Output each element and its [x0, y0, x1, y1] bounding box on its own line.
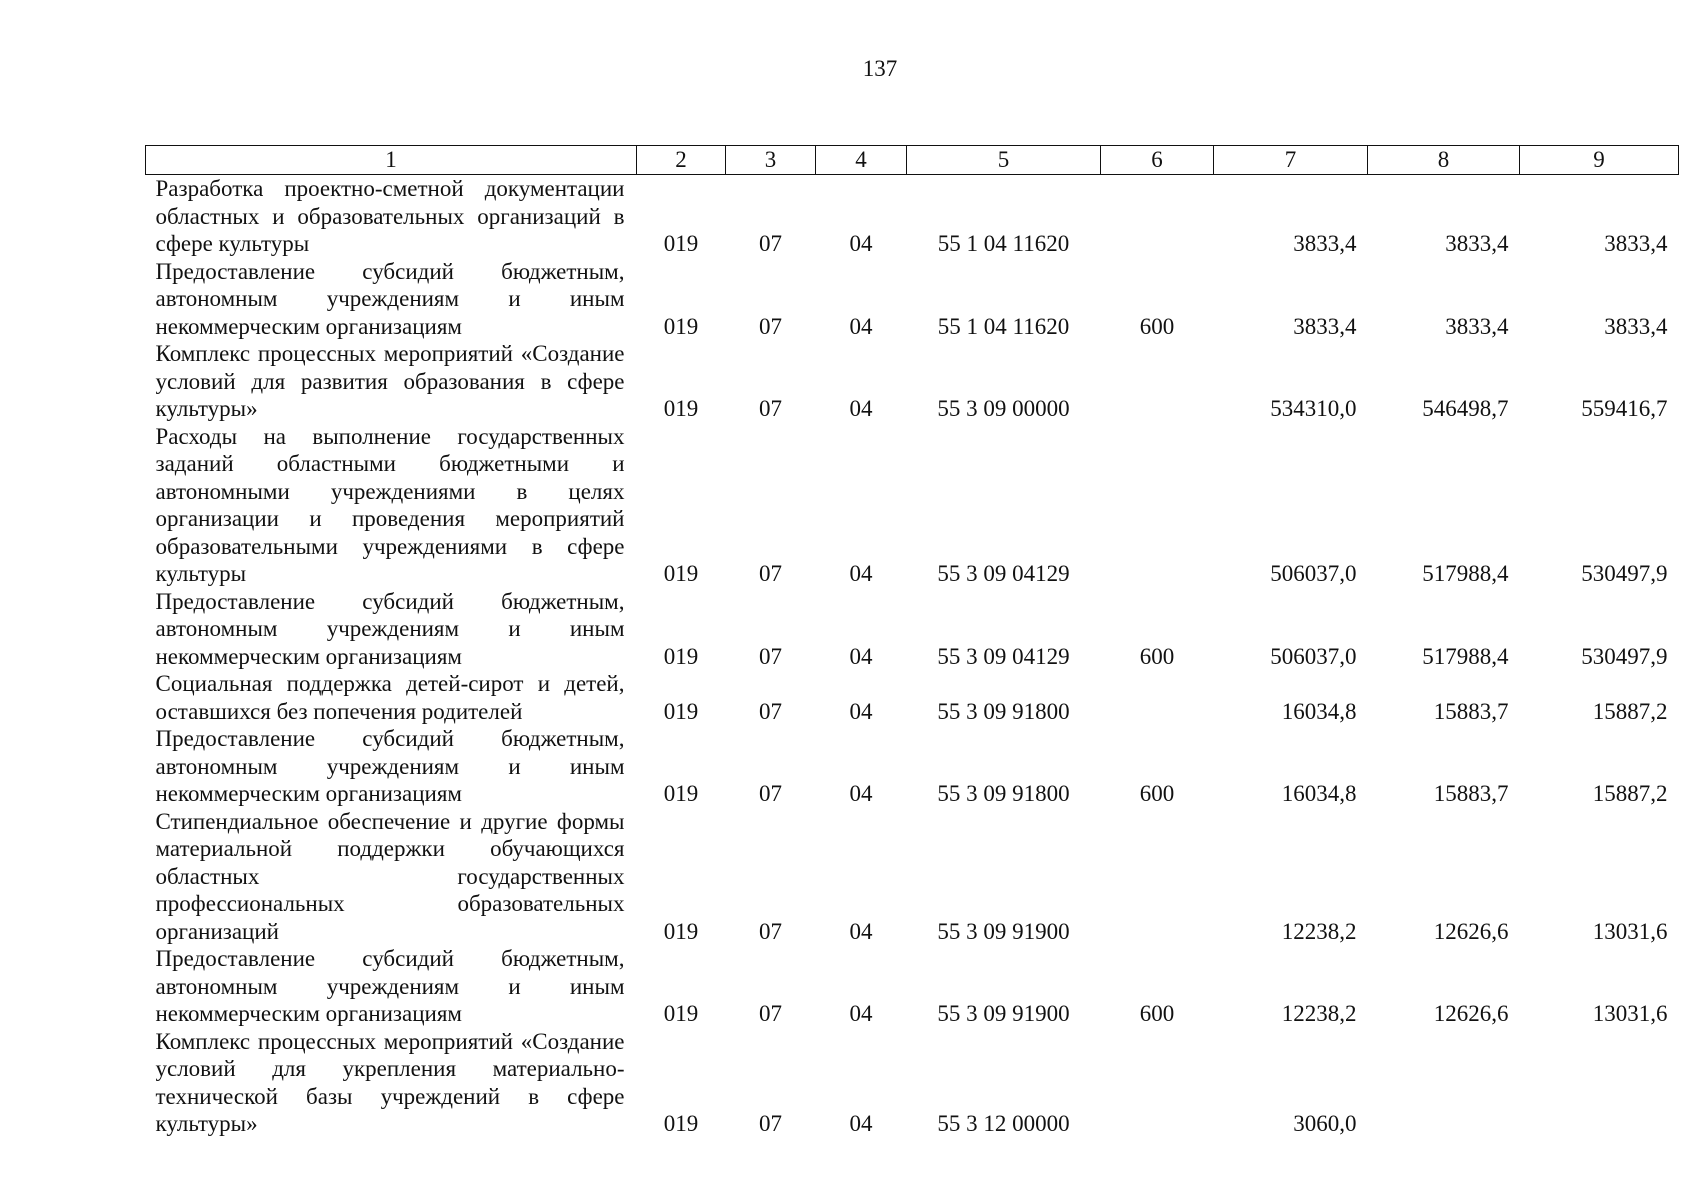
column-header: 2	[637, 146, 726, 175]
cell-amount-col7: 12238,2	[1281, 918, 1357, 944]
cell-expense-type: 600	[1139, 781, 1175, 806]
cell-amount-col8: 546498,7	[1422, 396, 1509, 421]
cell-ministry-code: 019	[663, 643, 699, 669]
cell-section-code: 07	[759, 396, 782, 421]
column-header: 5	[907, 146, 1101, 175]
cell-amount-col8: 517988,4	[1422, 643, 1509, 669]
cell-ministry-code: 019	[663, 313, 699, 339]
cell-target-article: 55 3 09 91800	[937, 781, 1070, 806]
cell-amount-col9	[1520, 1028, 1679, 1138]
page-number: 137	[862, 56, 898, 81]
cell-amount-col9: 13031,6	[1592, 1001, 1668, 1026]
cell-amount-col8	[1368, 1028, 1520, 1138]
table-row	[146, 1028, 1679, 1138]
cell-expense-type	[1101, 670, 1214, 725]
cell-ministry-code: 019	[663, 781, 699, 806]
cell-target-article: 55 3 09 00000	[937, 396, 1070, 421]
cell-section-code: 07	[759, 1111, 782, 1136]
cell-subsection-code: 04	[849, 231, 873, 256]
cell-section-code: 07	[759, 698, 782, 724]
column-header: 6	[1101, 146, 1214, 175]
cell-amount-col9: 3833,4	[1604, 313, 1668, 339]
table-row	[146, 808, 1679, 946]
cell-ministry-code: 019	[663, 1001, 699, 1026]
cell-section-code: 07	[759, 313, 782, 339]
table-row	[146, 258, 1679, 341]
row-name: Разработка проектно-сметной документации областных и образовательных организаций в сфере культуры	[155, 176, 625, 256]
cell-amount-col7: 534310,0	[1270, 396, 1357, 421]
budget-table	[145, 145, 1679, 1138]
column-header: 3	[726, 146, 816, 175]
cell-amount-col7: 16034,8	[1281, 781, 1357, 806]
cell-expense-type	[1101, 340, 1214, 423]
cell-amount-col9: 3833,4	[1604, 231, 1668, 256]
cell-subsection-code: 04	[849, 698, 873, 724]
cell-amount-col9: 530497,9	[1581, 561, 1668, 586]
table-row	[146, 423, 1679, 588]
cell-subsection-code: 04	[849, 1001, 873, 1026]
row-name: Предоставление субсидий бюджетным, автономным учреждениям и иным некоммерческим организациям	[155, 946, 625, 1026]
table-row	[146, 945, 1679, 1028]
cell-expense-type	[1101, 1028, 1214, 1138]
cell-ministry-code: 019	[663, 396, 699, 421]
table-row	[146, 670, 1679, 725]
row-name: Предоставление субсидий бюджетным, автономным учреждениям и иным некоммерческим организациям	[155, 726, 625, 806]
cell-subsection-code: 04	[849, 561, 873, 586]
cell-amount-col8: 15883,7	[1433, 698, 1509, 724]
column-header: 9	[1520, 146, 1679, 175]
cell-amount-col9: 530497,9	[1581, 643, 1668, 669]
cell-section-code: 07	[759, 918, 782, 944]
cell-subsection-code: 04	[849, 643, 873, 669]
cell-subsection-code: 04	[849, 918, 873, 944]
row-name: Комплекс процессных мероприятий «Создание условий для развития образования в сфере культуры»	[155, 341, 625, 421]
cell-expense-type	[1101, 423, 1214, 588]
row-name: Комплекс процессных мероприятий «Создание условий для укрепления материально-технической базы учреждений в сфере культуры»	[155, 1028, 625, 1136]
cell-amount-col7: 3060,0	[1293, 1111, 1357, 1136]
column-header: 8	[1368, 146, 1520, 175]
cell-amount-col7: 12238,2	[1281, 1001, 1357, 1026]
table-header-row	[146, 146, 1679, 175]
cell-target-article: 55 1 04 11620	[937, 313, 1070, 339]
table-row	[146, 588, 1679, 671]
cell-amount-col8: 3833,4	[1445, 231, 1509, 256]
cell-amount-col9: 559416,7	[1581, 396, 1668, 421]
cell-target-article: 55 3 09 91800	[937, 698, 1070, 724]
cell-section-code: 07	[759, 231, 782, 256]
row-name: Стипендиальное обеспечение и другие формы материальной поддержки обучающихся областных государственных профессиональных образовательных организаций	[155, 808, 625, 944]
row-name: Предоставление субсидий бюджетным, автономным учреждениям и иным некоммерческим организациям	[155, 258, 625, 339]
cell-amount-col7: 16034,8	[1281, 698, 1357, 724]
row-name: Предоставление субсидий бюджетным, автономным учреждениям и иным некоммерческим организациям	[155, 588, 625, 669]
cell-ministry-code: 019	[663, 231, 699, 256]
cell-amount-col9: 15887,2	[1592, 781, 1668, 806]
table-row	[146, 340, 1679, 423]
cell-amount-col8: 12626,6	[1433, 918, 1509, 944]
cell-expense-type	[1101, 808, 1214, 946]
cell-ministry-code: 019	[663, 698, 699, 724]
cell-subsection-code: 04	[849, 396, 873, 421]
cell-target-article: 55 3 12 00000	[937, 1111, 1070, 1136]
cell-ministry-code: 019	[663, 561, 699, 586]
cell-section-code: 07	[759, 1001, 782, 1026]
table-row	[146, 725, 1679, 808]
cell-section-code: 07	[759, 561, 782, 586]
cell-subsection-code: 04	[849, 1111, 873, 1136]
column-header: 7	[1214, 146, 1368, 175]
cell-amount-col8: 15883,7	[1433, 781, 1509, 806]
cell-subsection-code: 04	[849, 313, 873, 339]
cell-target-article: 55 3 09 04129	[937, 643, 1070, 669]
cell-target-article: 55 1 04 11620	[937, 231, 1070, 256]
column-header: 1	[146, 146, 637, 175]
cell-subsection-code: 04	[849, 781, 873, 806]
cell-section-code: 07	[759, 643, 782, 669]
cell-target-article: 55 3 09 04129	[937, 561, 1070, 586]
cell-ministry-code: 019	[663, 918, 699, 944]
cell-expense-type: 600	[1139, 643, 1175, 669]
cell-expense-type: 600	[1139, 1001, 1175, 1026]
cell-target-article: 55 3 09 91900	[937, 918, 1070, 944]
cell-amount-col9: 13031,6	[1592, 918, 1668, 944]
cell-target-article: 55 3 09 91900	[937, 1001, 1070, 1026]
row-name: Социальная поддержка детей-сирот и детей, оставшихся без попечения родителей	[155, 671, 625, 724]
cell-expense-type: 600	[1139, 313, 1175, 339]
table-row	[146, 175, 1679, 258]
column-header: 4	[816, 146, 907, 175]
cell-amount-col8: 3833,4	[1445, 313, 1509, 339]
cell-amount-col7: 506037,0	[1270, 561, 1357, 586]
cell-amount-col7: 506037,0	[1270, 643, 1357, 669]
row-name: Расходы на выполнение государственных заданий областными бюджетными и автономными учреждениями в целях организации и проведения мероприятий образовательными учреждениями в сфере культуры	[155, 423, 625, 586]
cell-section-code: 07	[759, 781, 782, 806]
cell-amount-col8: 12626,6	[1433, 1001, 1509, 1026]
cell-amount-col7: 3833,4	[1293, 231, 1357, 256]
cell-amount-col9: 15887,2	[1592, 698, 1668, 724]
cell-amount-col7: 3833,4	[1293, 313, 1357, 339]
cell-expense-type	[1101, 175, 1214, 258]
cell-amount-col8: 517988,4	[1422, 561, 1509, 586]
cell-ministry-code: 019	[663, 1111, 699, 1136]
